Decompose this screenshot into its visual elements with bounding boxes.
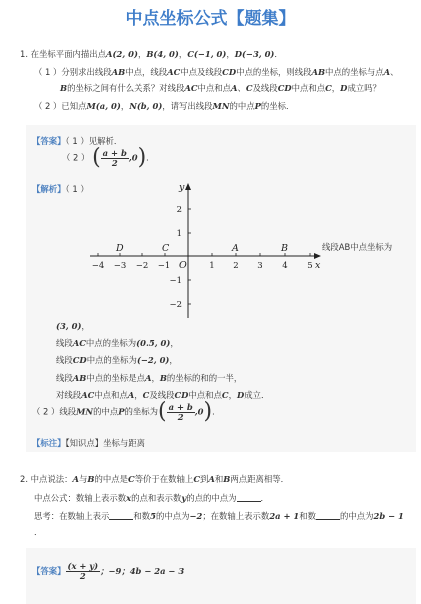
answer-tag: 【答案】 (32, 136, 66, 146)
point-label-d: D (116, 243, 124, 254)
analysis-line-4: 线段AB中点的坐标是点A，B的坐标的和的一半， (56, 373, 243, 383)
point-b: B(4, 0) (146, 49, 179, 59)
graph-side-text: 线段AB中点坐标为 (322, 242, 393, 252)
x-tick-label: 5 (307, 261, 313, 271)
point-d: D(−3, 0) (234, 49, 275, 59)
question-number: 1. (20, 49, 28, 59)
answer-1-part-2: （ 2 ） ( $\frac{a + b}{2}$ ,0)． (62, 145, 155, 170)
question-2-line-1: 2. 中点说法：A与B的中点是C等价于在数轴上C到A和B两点距离相等． (20, 474, 289, 484)
analysis-tag: 【解析】 (32, 184, 66, 194)
page-title: 中点坐标公式【题集】 (125, 9, 296, 29)
question-1-part-1-line-2: B的坐标之间有什么关系？对线段AC中点和点A、C及线段CD中点和点C，D成立吗？ (60, 83, 381, 93)
answer-2-line: 【答案】 $\frac{(x + y)}{2}$ ；−9；4b − 2a − 3 (32, 561, 185, 581)
point-label-b: B (281, 243, 288, 254)
analysis-line-6: （ 2 ）线段MN的中点P的坐标为( $\frac{a + b}{2}$ ,0)． (32, 399, 221, 424)
note-tag: 【标注】 (32, 438, 66, 448)
question-2-line-2: 中点公式：数轴上表示数x的点和表示数y的点的中点为 ． (34, 493, 269, 503)
question-number: 2. (20, 474, 28, 484)
y-tick-label: −2 (169, 300, 182, 310)
x-tick-label: −2 (135, 261, 149, 271)
question-2-line-4: ． (34, 527, 43, 537)
x-tick-label: 4 (282, 261, 288, 271)
y-tick-label: 2 (176, 205, 182, 215)
analysis-line-1: (3, 0)， (56, 321, 90, 331)
origin-label: O (179, 260, 187, 271)
question-1-part-2: （ 2 ）已知点M(a, 0)，N(b, 0)，请写出线段MN的中点P的坐标． (34, 101, 295, 111)
x-tick-label: −3 (113, 261, 127, 271)
answer-blank[interactable] (109, 510, 133, 520)
x-tick-label: −4 (91, 261, 105, 271)
point-c: C(−1, 0) (187, 49, 227, 59)
y-tick-label: 1 (176, 229, 182, 239)
answer-blank[interactable] (316, 510, 340, 520)
answer-1-part-1: 【答案】（ 1 ）见解析． (32, 136, 123, 146)
question-1-part-1-line-1: （ 1 ）分别求出线段AB中点，线段AC中点及线段CD中点的坐标，则线段AB中点的坐标与点A、 (34, 67, 399, 77)
point-a: A(2, 0) (106, 49, 138, 59)
analysis-1-header: 【解析】（ 1 ） (32, 184, 89, 194)
coordinate-plane (80, 176, 330, 326)
question-2-line-3: 思考：在数轴上表示 和数5的中点为−2；在数轴上表示数2a + 1和数 的中点为2b − 1 (34, 511, 404, 521)
y-tick-label: −1 (169, 276, 182, 286)
answer-tag: 【答案】 (32, 566, 66, 576)
question-1-stem: 1. 在坐标平面内描出点A(2, 0)，B(4, 0)，C(−1, 0)，D(−3, 0)． (20, 49, 283, 59)
x-tick-label: 1 (209, 261, 215, 271)
analysis-line-2: 线段AC中点的坐标为(0.5, 0)， (56, 338, 179, 348)
answer-blank[interactable] (237, 492, 261, 502)
x-axis-label: x (315, 260, 321, 271)
point-label-c: C (162, 243, 170, 254)
point-label-a: A (232, 243, 239, 254)
x-tick-label: 3 (257, 261, 263, 271)
x-tick-label: −1 (157, 261, 171, 271)
analysis-line-3: 线段CD中点的坐标为(−2, 0)， (56, 355, 178, 365)
analysis-line-5: 对线段AC中点和点A，C及线段CD中点和点C，D成立． (56, 390, 270, 400)
note-line: 【标注】【知识点】坐标与距离 (32, 438, 146, 448)
y-axis-label: y (179, 182, 185, 193)
x-tick-label: 2 (233, 261, 239, 271)
